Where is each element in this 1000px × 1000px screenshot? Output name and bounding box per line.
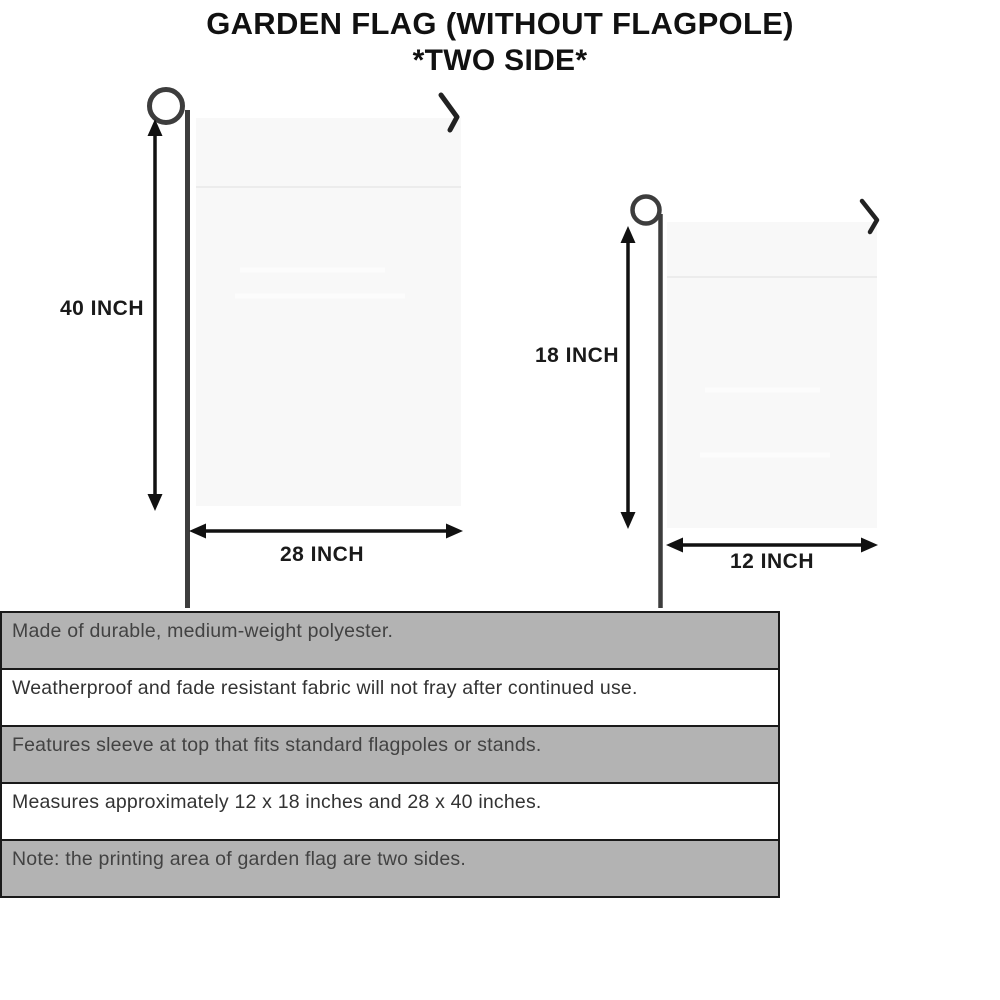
large-flag-height-label: 40 INCH [59,297,145,320]
feature-row-material: Made of durable, medium-weight polyester. [2,613,778,670]
feature-row-weatherproof: Weatherproof and fade resistant fabric will not fray after continued use. [2,670,778,727]
title-line-1: GARDEN FLAG (WITHOUT FLAGPOLE) [206,6,794,41]
small-flag-fabric [667,222,877,528]
small-flag-width-label: 12 INCH [729,550,815,573]
large-flag-group [60,90,463,609]
title-line-2: *TWO SIDE* [412,43,588,77]
arrow-down-icon [148,494,163,511]
large-flag-pole-loop [150,90,183,123]
feature-row-note: Note: the printing area of garden flag are two sides. [2,841,778,896]
large-flag-width-label: 28 INCH [279,543,365,566]
small-flag-group [535,197,878,609]
feature-row-measures: Measures approximately 12 x 18 inches and 28 x 40 inches. [2,784,778,841]
arrow-right-icon [446,524,463,539]
small-flag-height-label: 18 INCH [534,344,620,367]
arrow-left-icon [189,524,206,539]
arrow-down-icon [621,512,636,529]
small-flag-pole-loop [633,197,660,224]
feature-row-sleeve: Features sleeve at top that fits standard flagpoles or stands. [2,727,778,784]
feature-table [0,611,780,898]
arrow-up-icon [621,226,636,243]
arrow-right-icon [861,538,878,553]
large-flag-fabric [196,118,461,506]
arrow-left-icon [666,538,683,553]
